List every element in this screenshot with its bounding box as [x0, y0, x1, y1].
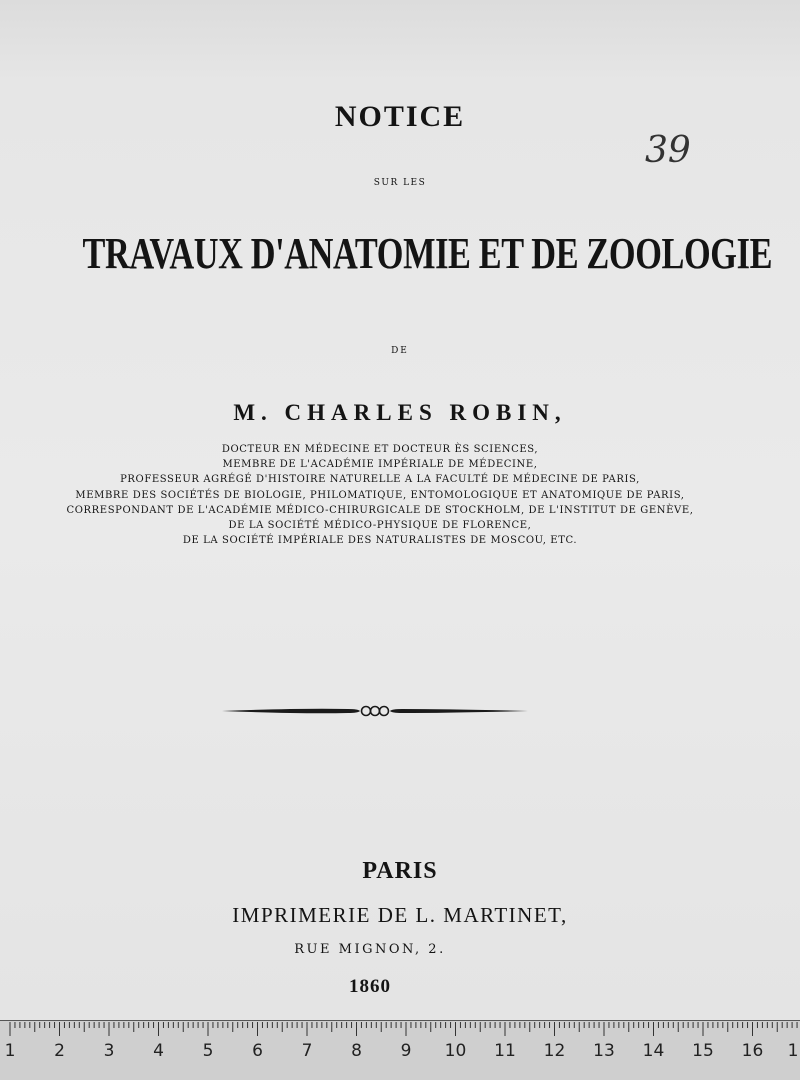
ruler-number: 13	[593, 1041, 615, 1061]
preposition-de: DE	[391, 346, 409, 356]
qualification-line: PROFESSEUR AGRÉGÉ D'HISTOIRE NATURELLE A LA FACULTÉ DE MÉDECINE DE PARIS,	[120, 474, 640, 486]
qualification-line: MEMBRE DE L'ACADÉMIE IMPÉRIALE DE MÉDECINE,	[222, 459, 538, 471]
ruler-number: 4	[153, 1041, 164, 1061]
printer: IMPRIMERIE DE L. MARTINET,	[232, 903, 568, 927]
author-qualifications	[0, 442, 760, 548]
city: PARIS	[362, 858, 438, 884]
ruler-number: 1	[4, 1041, 16, 1061]
ruler-number: 16	[741, 1041, 764, 1061]
publication-year: 1860	[349, 976, 391, 997]
qualification-line: DE LA SOCIÉTÉ MÉDICO-PHYSIQUE DE FLORENCE,	[228, 520, 532, 532]
ruler-number: 7	[301, 1041, 313, 1061]
ruler-number: 15	[692, 1041, 714, 1061]
ruler-number: 10	[444, 1041, 467, 1061]
ruler-number: 2	[54, 1041, 65, 1061]
ruler-number: 1	[787, 1041, 799, 1061]
ruler-number: 6	[252, 1041, 263, 1061]
ornament-divider	[220, 700, 530, 722]
handwritten-note: 39	[645, 130, 691, 171]
qualification-line: DE LA SOCIÉTÉ IMPÉRIALE DES NATURALISTES DE MOSCOU, ETC.	[182, 535, 578, 547]
printer-address: RUE MIGNON, 2.	[294, 942, 446, 957]
heading: NOTICE	[334, 100, 466, 133]
qualification-line: DOCTEUR EN MÉDECINE ET DOCTEUR ÈS SCIENCES,	[221, 444, 539, 455]
ruler-number: 12	[543, 1041, 566, 1061]
author-name: M. CHARLES ROBIN,	[233, 400, 567, 425]
ruler-number: 14	[642, 1041, 665, 1061]
preposition-sur-les: SUR LES	[373, 178, 427, 188]
ruler-number: 8	[351, 1041, 362, 1061]
ruler-number: 11	[494, 1041, 516, 1061]
ruler-number: 5	[202, 1041, 214, 1061]
ruler-number: 3	[103, 1041, 115, 1061]
main-title: TRAVAUX D'ANATOMIE ET DE ZOOLOGIE	[82, 229, 773, 278]
qualification-line: MEMBRE DES SOCIÉTÉS DE BIOLOGIE, PHILOMATIQUE, ENTOMOLOGIQUE ET ANATOMIQUE DE PARIS,	[75, 489, 685, 501]
ruler-number: 9	[400, 1041, 412, 1061]
measuring-ruler	[0, 1020, 800, 1080]
qualification-line: CORRESPONDANT DE L'ACADÉMIE MÉDICO-CHIRURGICALE DE STOCKHOLM, DE L'INSTITUT DE GENÈVE,	[66, 504, 694, 516]
